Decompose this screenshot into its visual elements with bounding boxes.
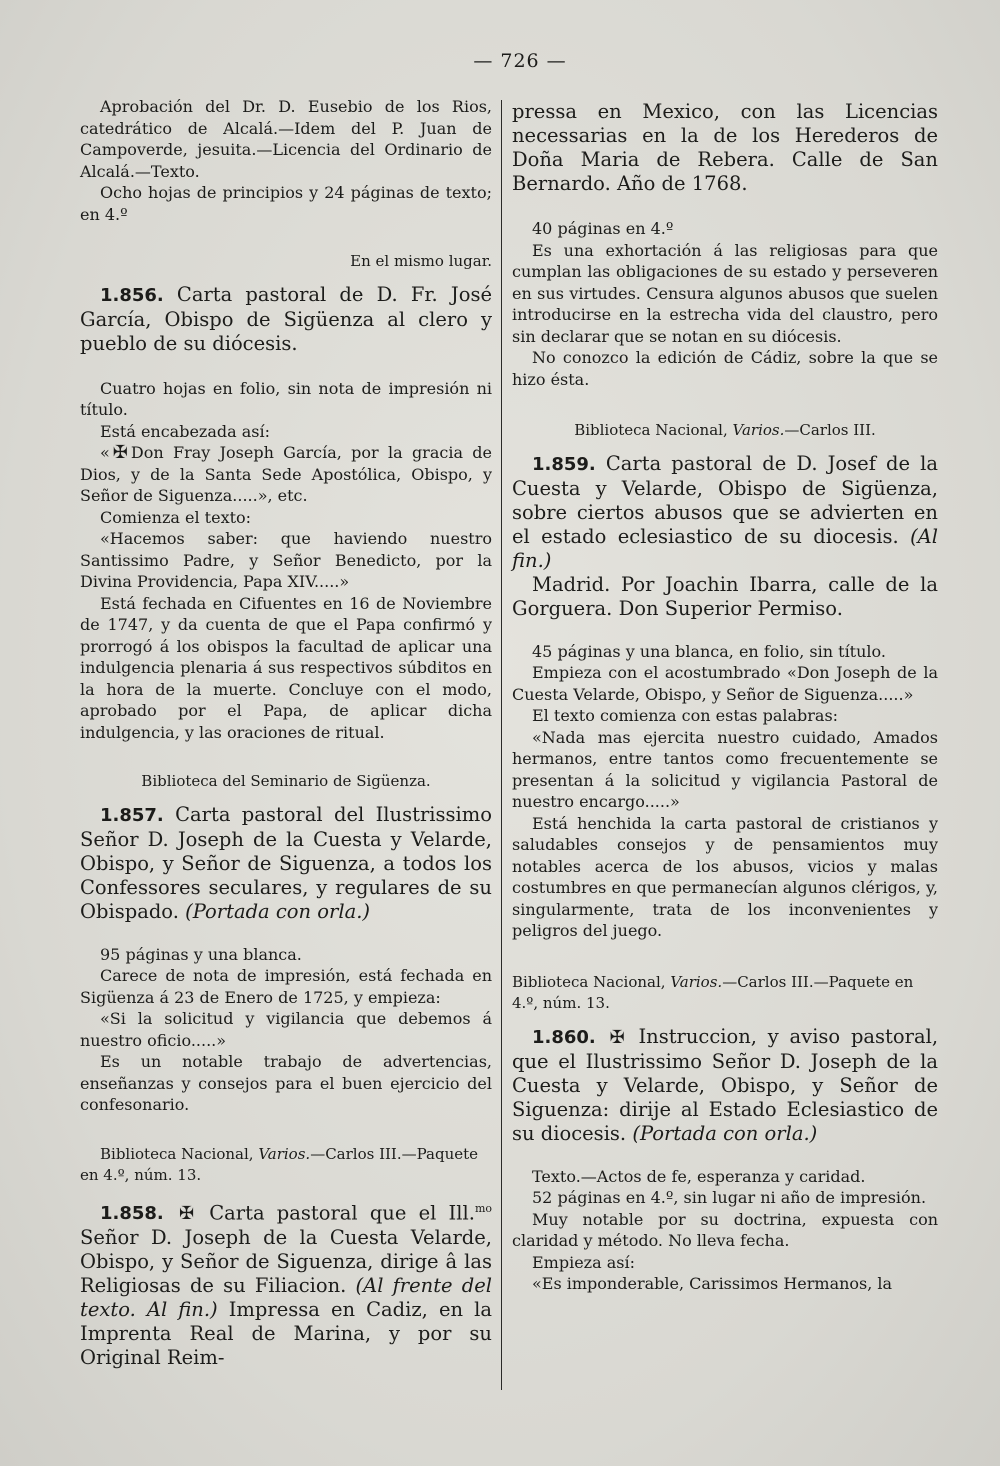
entry-paragraph: «Hacemos saber: que haviendo nuestro Santissimo Padre, y Señor Benedicto, por la Divina Providencia, Papa XIV.....» [80,529,492,591]
entry-title-superscript: mo [474,1201,492,1215]
entry-number: 1.860. [532,1026,596,1048]
column-divider [501,100,502,1390]
entry-paragraph: «Si la solicitud y vigilancia que debemos á nuestro oficio.....» [80,1009,492,1050]
cross-icon: ✠ [609,1026,625,1048]
entry-paragraph: Muy notable por su doctrina, expuesta con claridad y método. No lleva fecha. [512,1209,938,1250]
cross-icon: ✠ [178,1203,195,1224]
source-detail: —Carlos III. [784,421,876,439]
source-library: Biblioteca Nacional, [100,1144,254,1163]
entry-1858-body [512,218,938,390]
entry-title-italic: (Al fin.) [512,524,938,572]
entry-1858-continuation: pressa en Mexico, con las Licencias necessarias en la de los Herederos de Doña Maria de Rebera. Calle de San Bernardo. Año de 1768. [512,100,938,195]
entry-1856-body [80,378,492,744]
entry-paragraph: Cuatro hojas en folio, sin nota de impresión ni título. [80,378,492,419]
entry-1859-imprint: Madrid. Por Joachin Ibarra, calle de la Gorguera. Don Superior Permiso. [512,572,938,620]
entry-paragraph: Texto.—Actos de fe, esperanza y caridad. [532,1166,866,1186]
source-line: Biblioteca del Seminario de Sigüenza. [141,772,431,790]
entry-title-text: Carta pastoral que el Ill. [209,1201,475,1224]
open-quote: « [100,443,110,462]
entry-1859-title [512,452,938,573]
entry-paragraph: 95 páginas y una blanca. [100,944,302,964]
entry-1858-title [80,1197,492,1371]
entry-title-text: Instruccion, y aviso pastoral, que el Ilustrissimo Señor D. Joseph de la Cuesta y Velarde, Obispo, y Señor de Siguenza: dirije al Estado Eclesiastico de su diocesis. [512,1024,939,1145]
entry-number: 1.856. [100,284,164,306]
entry-paragraph: Está encabezada así: [100,421,271,441]
source-detail: —Carlos III.—Paquete en 4.º, núm. 13. [512,972,914,1012]
source-detail: —Carlos III.—Paquete en 4.º, núm. 13. [80,1144,479,1184]
entry-paragraph: Comienza el texto: [100,507,252,527]
entry-1859-body [512,641,938,942]
entry-paragraph: 52 páginas en 4.º, sin lugar ni año de impresión. [532,1188,927,1207]
source-collection: Varios. [732,421,785,439]
entry-paragraph: «Nada mas ejercita nuestro cuidado, Amados hermanos, entre tantos como frecuentemente se presentan á la solicitud y vigilancia Pastoral de nuestro encargo.....» [512,727,938,811]
entry-paragraph: Es una exhortación á las religiosas para que cumplan las obligaciones de su estado y perseveren en sus virtudes. Censura algunos abusos que suelen introducirse en la estrecha vida del claustro, pero sin declarar que se notan en su diócesis. [512,240,938,346]
entry-title-italic: (Portada con orla.) [185,899,371,923]
entry-paragraph: Está fechada en Cifuentes en 16 de Noviembre de 1747, y da cuenta de que el Papa confirmó y prorrogó á los obispos la facultad de aplicar una indulgencia plenaria á sus respectivos súbditos en la hora de la muerte. Concluye con el modo, aprobado por el Papa, de aplicar dicha indulgencia, y las oraciones de ritual. [80,593,492,742]
entry-number: 1.858. [100,1203,164,1224]
entry-title-text: Carta pastoral de D. Fr. José García, Obispo de Sigüenza al clero y pueblo de su diócesis. [80,282,492,355]
quote-text: Don Fray Joseph García, por la gracia de Dios, y de la Santa Sede Apostólica, Obispo, y Señor de Siguenza.....», etc. [80,443,492,505]
source-library: Biblioteca Nacional, [574,421,728,439]
entry-paragraph: El texto comienza con estas palabras: [532,706,839,725]
right-column [512,100,938,1295]
entry-1857-title [80,803,492,924]
page-number: — 726 — [473,50,567,72]
entry-paragraph: Empieza así: [532,1252,635,1272]
entry-paragraph: Empieza con el acostumbrado «Don Joseph de la Cuesta Velarde, Obispo, y Señor de Siguenza.....» [512,663,938,704]
source-line: En el mismo lugar. [350,252,492,270]
entry-paragraph: No conozco la edición de Cádiz, sobre la que se hizo ésta. [512,348,938,389]
entry-title-text: Impressa en Cadiz, en la Imprenta Real de Marina, y por su Original Reim- [80,1298,492,1369]
source-line [512,420,938,442]
left-column [80,96,492,1370]
entry-number: 1.859. [532,453,596,475]
entry-paragraph: «Es imponderable, Carissimos Hermanos, la [532,1274,893,1293]
source-line [80,1144,492,1187]
entry-paragraph: 40 páginas en 4.º [532,219,674,238]
entry-title-italic: (Portada con orla.) [632,1121,818,1145]
entry-title-text: Carta pastoral de D. Josef de la Cuesta y Velarde, Obispo de Sigüenza, sobre ciertos abusos que se advierten en el estado eclesiastico de su diocesis. [512,451,938,548]
entry-paragraph: Carece de nota de impresión, está fechada en Sigüenza á 23 de Enero de 1725, y empieza: [80,966,492,1007]
source-collection: Varios. [670,972,723,991]
entry-title-italic: (Al frente del texto. Al fin.) [80,1274,492,1321]
intro-paragraph-2: Ocho hojas de principios y 24 páginas de texto; en 4.º [80,183,492,224]
cross-icon: ✠ [112,442,128,463]
intro-paragraph-1: Aprobación del Dr. D. Eusebio de los Rios, catedrático de Alcalá.—Idem del P. Juan de Campoverde, jesuita.—Licencia del Ordinario de Alcalá.—Texto. [80,97,492,181]
entry-title-text: Señor D. Joseph de la Cuesta Velarde, Obispo, y Señor de Siguenza, dirige â las Religiosas de su Filiacion. [80,1226,492,1297]
entry-paragraph: Es un notable trabajo de advertencias, enseñanzas y consejos para el buen ejercicio del confesonario. [80,1052,492,1114]
entry-1857-body [80,944,492,1116]
entry-number: 1.857. [100,804,164,826]
entry-paragraph: 45 páginas y una blanca, en folio, sin título. [532,641,886,661]
entry-1856-title [80,283,492,356]
entry-title-text: Carta pastoral del Ilustrissimo Señor D. Joseph de la Cuesta y Velarde, Obispo, y Señor de Siguenza, a todos los Confessores seculares, y regulares de su Obispado. [80,802,492,923]
source-collection: Varios. [258,1144,311,1163]
entry-1860-body [512,1166,938,1295]
source-library: Biblioteca Nacional, [512,972,666,991]
entry-1860-title [512,1025,938,1146]
entry-paragraph [80,442,492,507]
source-line [512,972,938,1015]
entry-paragraph: Está henchida la carta pastoral de cristianos y saludables consejos y de pensamientos muy notables acerca de los abusos, vicios y malas costumbres en que permanecían algunos clérigos, y, singularmente, trata de los inconvenientes y peligros del juego. [512,813,938,940]
